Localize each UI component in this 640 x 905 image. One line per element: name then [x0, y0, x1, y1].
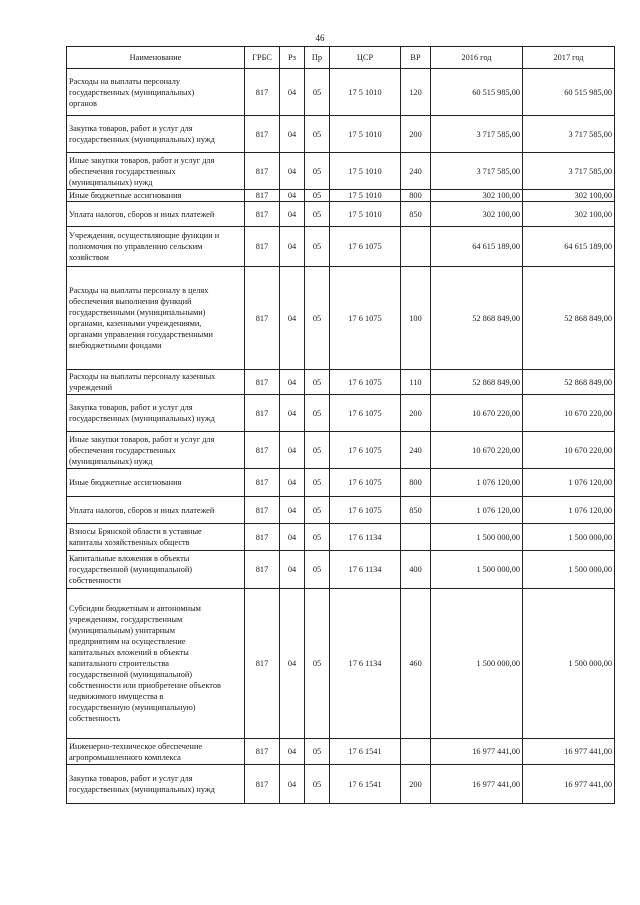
cell-csr: 17 5 1010 — [330, 69, 401, 116]
cell-rz: 04 — [280, 432, 305, 469]
table-row — [67, 432, 615, 469]
cell-y2017: 3 717 585,00 — [523, 116, 615, 153]
cell-grbs: 817 — [245, 497, 280, 524]
row-name — [67, 227, 245, 267]
budget-table — [66, 46, 615, 804]
cell-csr: 17 6 1075 — [330, 370, 401, 395]
cell-y2016: 1 500 000,00 — [431, 589, 523, 739]
cell-pr: 05 — [305, 589, 330, 739]
cell-vr: 800 — [401, 190, 431, 202]
cell-grbs: 817 — [245, 589, 280, 739]
row-name-line: Учреждения, осуществляющие функции и — [69, 231, 220, 240]
cell-grbs: 817 — [245, 267, 280, 370]
row-name-line: органов — [69, 98, 97, 108]
row-name — [67, 153, 245, 190]
cell-grbs: 817 — [245, 370, 280, 395]
header-vr: ВР — [401, 47, 431, 69]
row-name-line: Иные бюджетные ассигнования — [69, 478, 182, 487]
cell-y2016: 16 977 441,00 — [431, 739, 523, 765]
cell-rz: 04 — [280, 739, 305, 765]
cell-grbs: 817 — [245, 765, 280, 804]
table-row — [67, 739, 615, 765]
cell-csr: 17 6 1075 — [330, 267, 401, 370]
row-name-line: (муниципальных) нужд — [69, 177, 153, 187]
cell-csr: 17 6 1541 — [330, 765, 401, 804]
header-rz: Рз — [280, 47, 305, 69]
row-name — [67, 497, 245, 524]
cell-grbs: 817 — [245, 153, 280, 190]
cell-pr: 05 — [305, 370, 330, 395]
cell-y2017: 52 868 849,00 — [523, 267, 615, 370]
row-name-line: Уплата налогов, сборов и иных платежей — [69, 209, 215, 219]
cell-csr: 17 6 1134 — [330, 589, 401, 739]
header-2016: 2016 год — [431, 47, 523, 69]
cell-csr: 17 6 1075 — [330, 432, 401, 469]
cell-y2017: 3 717 585,00 — [523, 153, 615, 190]
cell-y2017: 302 100,00 — [523, 202, 615, 227]
row-name-line: собственности или приобретение объектов — [69, 681, 221, 690]
cell-rz: 04 — [280, 370, 305, 395]
row-name-line: государственных (муниципальных) нужд — [69, 135, 215, 144]
cell-rz: 04 — [280, 116, 305, 153]
row-name-line: Иные закупки товаров, работ и услуг для — [69, 155, 215, 165]
cell-vr — [401, 739, 431, 765]
row-name-line: Иные закупки товаров, работ и услуг для — [69, 434, 215, 444]
row-name — [67, 202, 245, 227]
cell-grbs: 817 — [245, 524, 280, 551]
cell-rz: 04 — [280, 589, 305, 739]
row-name-line: (муниципальным) унитарным — [69, 626, 175, 635]
cell-vr: 240 — [401, 153, 431, 190]
cell-vr: 850 — [401, 202, 431, 227]
cell-grbs: 817 — [245, 432, 280, 469]
row-name — [67, 267, 245, 370]
row-name-line: государственной (муниципальной) — [69, 565, 193, 574]
cell-pr: 05 — [305, 551, 330, 589]
row-name-line: агропромышленного комплекса — [69, 752, 181, 762]
row-name-line: Закупка товаров, работ и услуг для — [69, 403, 193, 412]
row-name-line: государственными (муниципальными) — [69, 308, 206, 317]
cell-vr: 460 — [401, 589, 431, 739]
cell-grbs: 817 — [245, 69, 280, 116]
cell-y2016: 1 500 000,00 — [431, 551, 523, 589]
cell-y2017: 64 615 189,00 — [523, 227, 615, 267]
cell-vr: 400 — [401, 551, 431, 589]
cell-pr: 05 — [305, 116, 330, 153]
row-name-line: Расходы на выплаты персоналу — [69, 76, 181, 86]
table-row — [67, 765, 615, 804]
cell-csr: 17 5 1010 — [330, 190, 401, 202]
cell-pr: 05 — [305, 69, 330, 116]
cell-grbs: 817 — [245, 116, 280, 153]
row-name-line: Иные бюджетные ассигнования — [69, 191, 182, 200]
cell-y2017: 1 500 000,00 — [523, 589, 615, 739]
row-name-line: хозяйством — [69, 253, 109, 262]
cell-y2017: 1 076 120,00 — [523, 497, 615, 524]
cell-grbs: 817 — [245, 202, 280, 227]
row-name — [67, 589, 245, 739]
row-name-line: Расходы на выплаты персоналу казенных — [69, 372, 216, 381]
cell-y2016: 302 100,00 — [431, 202, 523, 227]
cell-pr: 05 — [305, 497, 330, 524]
row-name-line: полномочия по управлению сельским — [69, 242, 203, 251]
table-row — [67, 69, 615, 116]
cell-vr: 200 — [401, 395, 431, 432]
table-row — [67, 116, 615, 153]
cell-y2017: 302 100,00 — [523, 190, 615, 202]
cell-y2016: 52 868 849,00 — [431, 370, 523, 395]
cell-csr: 17 6 1541 — [330, 739, 401, 765]
row-name-line: учреждений — [69, 383, 113, 392]
row-name-line: капиталы хозяйственных обществ — [69, 538, 190, 547]
cell-grbs: 817 — [245, 227, 280, 267]
cell-grbs: 817 — [245, 551, 280, 589]
header-pr: Пр — [305, 47, 330, 69]
cell-y2016: 3 717 585,00 — [431, 153, 523, 190]
cell-vr — [401, 227, 431, 267]
cell-vr: 850 — [401, 497, 431, 524]
cell-pr: 05 — [305, 469, 330, 497]
row-name-line: обеспечения государственных — [69, 445, 176, 455]
header-2017: 2017 год — [523, 47, 615, 69]
cell-csr: 17 6 1134 — [330, 551, 401, 589]
cell-y2016: 60 515 985,00 — [431, 69, 523, 116]
cell-vr: 240 — [401, 432, 431, 469]
row-name-line: Субсидии бюджетным и автономным — [69, 604, 201, 613]
cell-vr: 100 — [401, 267, 431, 370]
cell-pr: 05 — [305, 739, 330, 765]
cell-vr: 800 — [401, 469, 431, 497]
cell-csr: 17 6 1075 — [330, 395, 401, 432]
table-row — [67, 469, 615, 497]
row-name — [67, 190, 245, 202]
cell-grbs: 817 — [245, 739, 280, 765]
cell-rz: 04 — [280, 551, 305, 589]
table-row — [67, 267, 615, 370]
cell-y2016: 302 100,00 — [431, 190, 523, 202]
cell-rz: 04 — [280, 227, 305, 267]
cell-rz: 04 — [280, 765, 305, 804]
cell-y2017: 16 977 441,00 — [523, 739, 615, 765]
table-row — [67, 551, 615, 589]
cell-csr: 17 5 1010 — [330, 202, 401, 227]
cell-vr: 110 — [401, 370, 431, 395]
cell-rz: 04 — [280, 202, 305, 227]
cell-pr: 05 — [305, 202, 330, 227]
row-name — [67, 765, 245, 804]
row-name-line: Расходы на выплаты персоналу в целях — [69, 286, 209, 295]
cell-csr: 17 5 1010 — [330, 153, 401, 190]
cell-pr: 05 — [305, 524, 330, 551]
cell-y2017: 60 515 985,00 — [523, 69, 615, 116]
row-name — [67, 432, 245, 469]
cell-pr: 05 — [305, 395, 330, 432]
cell-rz: 04 — [280, 524, 305, 551]
cell-pr: 05 — [305, 227, 330, 267]
table-row — [67, 370, 615, 395]
cell-y2016: 10 670 220,00 — [431, 395, 523, 432]
cell-rz: 04 — [280, 469, 305, 497]
row-name-line: государственной (муниципальной) — [69, 670, 193, 679]
cell-y2016: 52 868 849,00 — [431, 267, 523, 370]
cell-rz: 04 — [280, 497, 305, 524]
cell-y2017: 10 670 220,00 — [523, 432, 615, 469]
row-name-line: Взносы Брянской области в уставные — [69, 527, 202, 536]
cell-rz: 04 — [280, 267, 305, 370]
row-name-line: капитальных вложений в объекты — [69, 648, 189, 657]
cell-pr: 05 — [305, 267, 330, 370]
cell-pr: 05 — [305, 432, 330, 469]
row-name — [67, 469, 245, 497]
cell-y2017: 10 670 220,00 — [523, 395, 615, 432]
cell-y2016: 10 670 220,00 — [431, 432, 523, 469]
row-name-line: органами управления государственными — [69, 330, 213, 339]
cell-pr: 05 — [305, 153, 330, 190]
cell-vr: 200 — [401, 116, 431, 153]
row-name-line: государственных (муниципальных) нужд — [69, 414, 215, 423]
table-row — [67, 497, 615, 524]
header-row — [67, 47, 615, 69]
row-name-line: государственных (муниципальных) нужд — [69, 785, 215, 794]
cell-y2017: 1 076 120,00 — [523, 469, 615, 497]
cell-y2017: 16 977 441,00 — [523, 765, 615, 804]
header-csr: ЦСР — [330, 47, 401, 69]
header-grbs: ГРБС — [245, 47, 280, 69]
cell-vr — [401, 524, 431, 551]
table-row — [67, 227, 615, 267]
cell-y2016: 16 977 441,00 — [431, 765, 523, 804]
row-name-line: собственность — [69, 714, 121, 723]
cell-y2017: 1 500 000,00 — [523, 551, 615, 589]
row-name-line: Закупка товаров, работ и услуг для — [69, 774, 193, 783]
cell-y2017: 1 500 000,00 — [523, 524, 615, 551]
row-name — [67, 524, 245, 551]
row-name-line: обеспечения государственных — [69, 166, 176, 176]
page-number: 46 — [315, 33, 325, 43]
row-name-line: Уплата налогов, сборов и иных платежей — [69, 505, 215, 515]
cell-y2016: 1 076 120,00 — [431, 469, 523, 497]
cell-y2016: 3 717 585,00 — [431, 116, 523, 153]
row-name — [67, 395, 245, 432]
row-name-line: Инженерно-техническое обеспечение — [69, 741, 203, 751]
cell-rz: 04 — [280, 153, 305, 190]
table-row — [67, 202, 615, 227]
cell-csr: 17 6 1134 — [330, 524, 401, 551]
table-row — [67, 524, 615, 551]
row-name-line: государственную (муниципальную) — [69, 703, 196, 712]
row-name — [67, 370, 245, 395]
row-name — [67, 69, 245, 116]
cell-grbs: 817 — [245, 190, 280, 202]
cell-csr: 17 6 1075 — [330, 497, 401, 524]
cell-rz: 04 — [280, 190, 305, 202]
header-name: Наименование — [67, 47, 245, 69]
row-name-line: (муниципальных) нужд — [69, 456, 153, 466]
row-name — [67, 551, 245, 589]
row-name-line: предприятиям на осуществление — [69, 637, 186, 646]
cell-y2016: 64 615 189,00 — [431, 227, 523, 267]
row-name-line: учреждениям, государственным — [69, 615, 183, 624]
cell-rz: 04 — [280, 69, 305, 116]
row-name-line: собственности — [69, 576, 121, 585]
table-row — [67, 589, 615, 739]
row-name-line: капитального строительства — [69, 659, 169, 668]
table-row — [67, 395, 615, 432]
table-row — [67, 153, 615, 190]
row-name-line: внебюджетными фондами — [69, 341, 162, 350]
cell-csr: 17 6 1075 — [330, 227, 401, 267]
row-name-line: обеспечения выполнения функций — [69, 297, 192, 306]
row-name — [67, 116, 245, 153]
cell-grbs: 817 — [245, 395, 280, 432]
row-name — [67, 739, 245, 765]
cell-csr: 17 5 1010 — [330, 116, 401, 153]
row-name-line: недвижимого имущества в — [69, 692, 164, 701]
row-name-line: государственных (муниципальных) — [69, 87, 195, 97]
cell-y2016: 1 076 120,00 — [431, 497, 523, 524]
cell-pr: 05 — [305, 190, 330, 202]
cell-grbs: 817 — [245, 469, 280, 497]
table-row — [67, 190, 615, 202]
cell-csr: 17 6 1075 — [330, 469, 401, 497]
row-name-line: Закупка товаров, работ и услуг для — [69, 124, 193, 133]
cell-y2016: 1 500 000,00 — [431, 524, 523, 551]
cell-y2017: 52 868 849,00 — [523, 370, 615, 395]
row-name-line: Капитальные вложения в объекты — [69, 554, 190, 563]
row-name-line: органами, казенными учреждениями, — [69, 319, 202, 328]
cell-vr: 120 — [401, 69, 431, 116]
cell-pr: 05 — [305, 765, 330, 804]
cell-rz: 04 — [280, 395, 305, 432]
cell-vr: 200 — [401, 765, 431, 804]
